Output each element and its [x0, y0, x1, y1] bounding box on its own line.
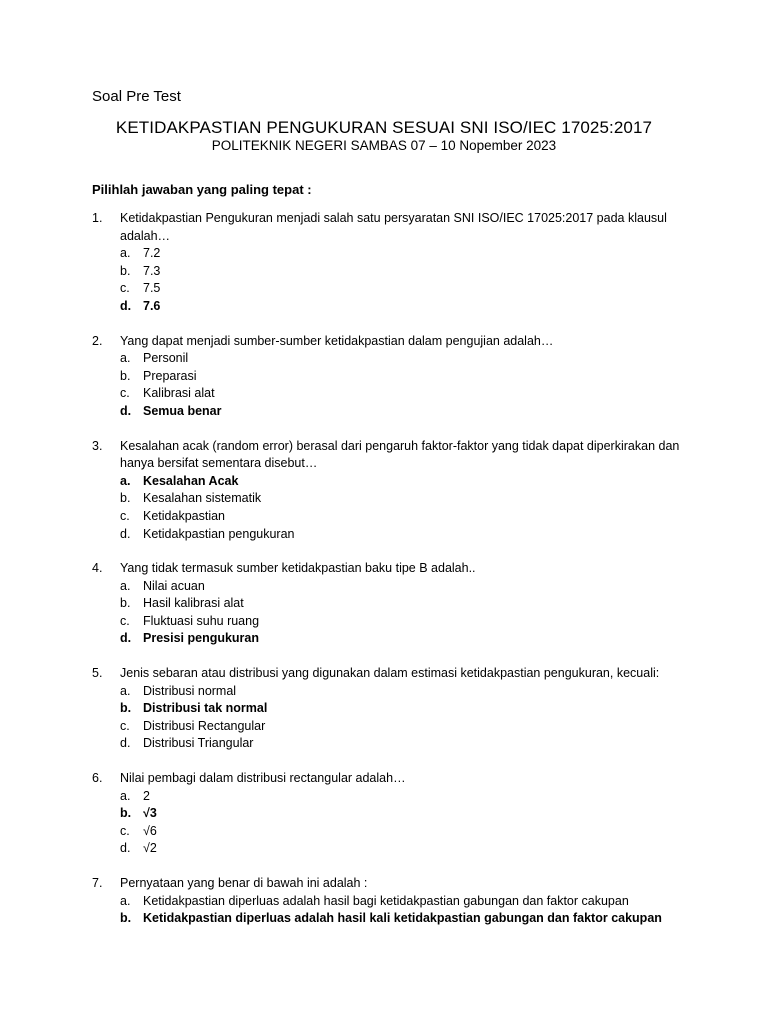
option-letter: c. [120, 386, 130, 401]
document-subtitle: POLITEKNIK NEGERI SAMBAS 07 – 10 Nopember 2023 [211, 138, 557, 153]
question-number: 1. [92, 211, 103, 225]
option-text: √6 [143, 823, 157, 838]
option-text: Distribusi tak normal [143, 701, 268, 716]
option-letter: d. [120, 736, 131, 751]
option-letter: a. [120, 246, 131, 261]
option-letter: b. [120, 491, 131, 506]
question-row [92, 770, 692, 788]
option-letter: b. [120, 701, 132, 716]
option-item [92, 683, 692, 701]
option-letter: b. [120, 911, 132, 926]
question-number: 7. [92, 876, 103, 890]
option-item [92, 788, 692, 806]
option-item [92, 280, 692, 298]
doc-label: Soal Pre Test [92, 88, 181, 105]
option-item-correct [92, 403, 692, 421]
option-letter: a. [120, 473, 131, 488]
question-number: 6. [92, 771, 103, 786]
option-text: Distribusi Rectangular [143, 718, 266, 733]
option-letter: a. [120, 351, 131, 366]
option-letter: c. [120, 281, 130, 296]
option-letter: a. [120, 578, 131, 593]
option-item-correct [92, 298, 692, 316]
option-item [92, 385, 692, 403]
option-item [92, 368, 692, 386]
option-item [92, 350, 692, 368]
option-text: Kalibrasi alat [143, 386, 215, 401]
question-item [92, 333, 692, 421]
question-text: Kesalahan acak (random error) berasal dari pengaruh faktor-faktor yang tidak dapat diperkirakan dan hanya bersifat sementara disebut… [120, 438, 680, 471]
option-text: Preparasi [143, 368, 197, 383]
option-item [92, 718, 692, 736]
option-text: Presisi pengukuran [143, 631, 260, 646]
option-text: Distribusi normal [143, 683, 237, 698]
option-text: Ketidakpastian [143, 508, 226, 523]
question-item [92, 210, 692, 316]
option-text: Distribusi Triangular [143, 736, 254, 751]
option-text: 7.3 [143, 263, 161, 278]
option-item [92, 526, 692, 544]
option-item [92, 578, 692, 596]
option-letter: a. [120, 788, 131, 803]
option-letter: c. [120, 508, 130, 523]
option-text: Hasil kalibrasi alat [143, 596, 244, 611]
question-text: Nilai pembagi dalam distribusi rectangular adalah… [120, 771, 406, 786]
question-text: Jenis sebaran atau distribusi yang digunakan dalam estimasi ketidakpastian pengukuran, kecuali: [120, 666, 660, 681]
question-row [92, 333, 692, 351]
option-letter: d. [120, 298, 132, 313]
question-item [92, 560, 692, 648]
option-item-correct [92, 805, 692, 823]
option-text: 7.5 [143, 281, 161, 296]
question-list [92, 210, 692, 945]
question-number: 5. [92, 666, 103, 681]
option-item [92, 508, 692, 526]
question-row [92, 560, 692, 578]
question-item [92, 665, 692, 753]
option-text: 7.6 [143, 298, 161, 313]
option-item [92, 595, 692, 613]
option-letter: d. [120, 403, 132, 418]
option-item [92, 490, 692, 508]
question-text: Pernyataan yang benar di bawah ini adalah : [120, 876, 368, 890]
option-item [92, 263, 692, 281]
option-letter: c. [120, 613, 130, 628]
option-letter: d. [120, 841, 131, 856]
option-item [92, 823, 692, 841]
option-text: Fluktuasi suhu ruang [143, 613, 260, 628]
option-item [92, 613, 692, 631]
option-item-correct [92, 910, 692, 928]
option-letter: b. [120, 368, 131, 383]
option-letter: a. [120, 683, 131, 698]
option-text: Ketidakpastian diperluas adalah hasil bagi ketidakpastian gabungan dan faktor cakupan [143, 893, 629, 908]
question-row [92, 875, 692, 893]
option-text: Ketidakpastian diperluas adalah hasil kali ketidakpastian gabungan dan faktor cakupan [143, 911, 662, 926]
question-row [92, 438, 692, 473]
option-text: Kesalahan sistematik [143, 491, 262, 506]
question-number: 2. [92, 333, 103, 348]
option-item [92, 840, 692, 858]
option-letter: c. [120, 718, 130, 733]
option-letter: b. [120, 263, 131, 278]
question-item [92, 875, 692, 928]
option-item [92, 735, 692, 753]
option-item-correct [92, 473, 692, 491]
option-text: 7.2 [143, 246, 161, 261]
option-letter: d. [120, 631, 132, 646]
option-text: Personil [143, 351, 189, 366]
question-text: Yang tidak termasuk sumber ketidakpastian baku tipe B adalah.. [120, 561, 476, 576]
option-text: Kesalahan Acak [143, 473, 239, 488]
option-text: Nilai acuan [143, 578, 205, 593]
option-letter: c. [120, 823, 130, 838]
option-letter: b. [120, 596, 131, 611]
document-title: KETIDAKPASTIAN PENGUKURAN SESUAI SNI ISO/IEC 17025:2017 [115, 118, 653, 137]
option-item-correct [92, 630, 692, 648]
question-item [92, 438, 692, 544]
option-item-correct [92, 700, 692, 718]
question-number: 3. [92, 438, 103, 453]
question-number: 4. [92, 561, 103, 576]
option-text: 2 [143, 788, 150, 803]
question-row [92, 665, 692, 683]
option-text: √2 [143, 841, 157, 856]
option-letter: d. [120, 526, 131, 541]
option-text: Semua benar [143, 403, 222, 418]
question-row [92, 210, 692, 245]
option-letter: a. [120, 893, 131, 908]
question-item [92, 770, 692, 858]
instruction: Pilihlah jawaban yang paling tepat : [92, 182, 312, 197]
option-item [92, 893, 692, 911]
question-text: Yang dapat menjadi sumber-sumber ketidakpastian dalam pengujian adalah… [120, 333, 554, 348]
option-text: √3 [143, 806, 157, 821]
option-item [92, 245, 692, 263]
question-text: Ketidakpastian Pengukuran menjadi salah satu persyaratan SNI ISO/IEC 17025:2017 pada klausul adalah… [120, 211, 667, 243]
option-letter: b. [120, 806, 132, 821]
option-text: Ketidakpastian pengukuran [143, 526, 295, 541]
